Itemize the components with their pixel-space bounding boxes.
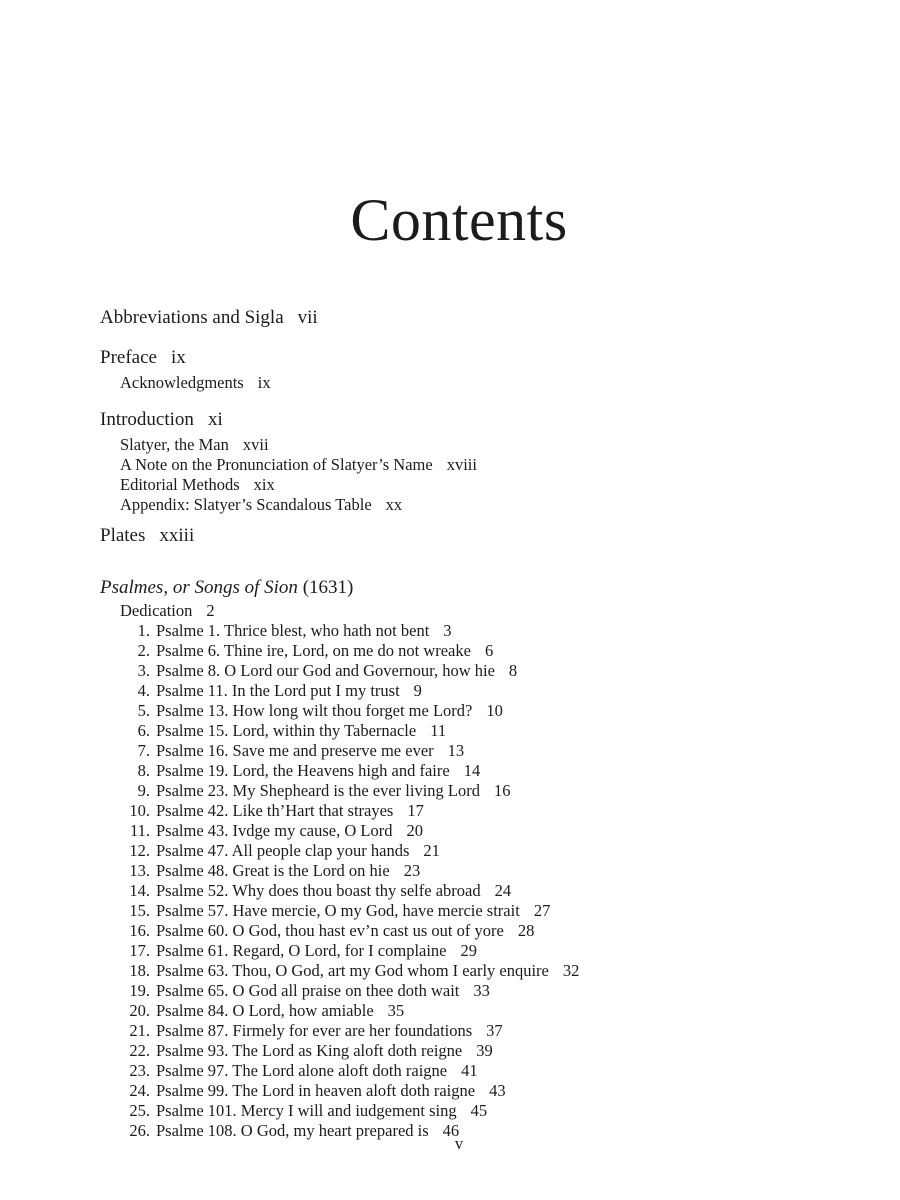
psalm-number: 19. — [129, 981, 150, 1000]
psalm-page: 37 — [486, 1021, 503, 1040]
psalm-label: Psalme 61. Regard, O Lord, for I complaine — [156, 941, 447, 960]
psalm-label: Psalme 23. My Shepheard is the ever living Lord — [156, 781, 480, 800]
psalm-label: Psalme 15. Lord, within thy Tabernacle — [156, 721, 417, 740]
psalm-label: Psalme 48. Great is the Lord on hie — [156, 861, 390, 880]
toc-subentry[interactable] — [100, 455, 860, 475]
psalm-label: Psalme 97. The Lord alone aloft doth raigne — [156, 1061, 448, 1080]
toc-subentry-label: Appendix: Slatyer’s Scandalous Table — [120, 495, 372, 514]
page-title: Contents — [350, 187, 568, 253]
dedication-entry[interactable] — [100, 601, 860, 621]
toc-subentry-page: xvii — [242, 435, 269, 454]
toc-subentry-page: xix — [253, 475, 275, 494]
psalm-entry[interactable] — [100, 1081, 860, 1101]
psalm-page: 33 — [473, 981, 490, 1000]
toc-entry-page: xi — [207, 409, 223, 430]
psalm-number: 22. — [129, 1041, 150, 1060]
toc-entry-label: Preface — [100, 347, 157, 368]
psalm-entry[interactable] — [100, 1001, 860, 1021]
psalm-entry[interactable] — [100, 661, 860, 681]
psalm-label: Psalme 60. O God, thou hast ev’n cast us out of yore — [156, 921, 504, 940]
book-year: (1631) — [302, 577, 354, 598]
toc-subentry-label: Editorial Methods — [120, 475, 240, 494]
psalm-number: 11. — [129, 821, 150, 840]
psalm-number: 14. — [129, 881, 150, 900]
psalm-page: 24 — [494, 881, 512, 900]
psalm-page: 9 — [413, 681, 422, 700]
psalm-page: 27 — [533, 901, 551, 920]
psalm-number: 2. — [137, 641, 150, 660]
psalm-page: 21 — [423, 841, 440, 860]
toc-entry[interactable] — [100, 523, 860, 549]
psalm-number: 17. — [129, 941, 150, 960]
toc-subentry-label: Slatyer, the Man — [120, 435, 229, 454]
psalm-number: 10. — [129, 801, 150, 820]
psalm-page: 10 — [486, 701, 503, 720]
psalm-page: 28 — [517, 921, 535, 940]
psalm-label: Psalme 1. Thrice blest, who hath not bent — [156, 621, 430, 640]
psalm-page: 43 — [489, 1081, 506, 1100]
psalm-entry[interactable] — [100, 1061, 860, 1081]
psalm-label: Psalme 57. Have mercie, O my God, have mercie strait — [156, 901, 520, 920]
psalm-entry[interactable] — [100, 641, 860, 661]
dedication-label: Dedication — [120, 601, 193, 620]
book-title: Psalmes, or Songs of Sion — [100, 577, 298, 598]
table-of-contents — [100, 305, 860, 1141]
psalm-page: 8 — [508, 661, 518, 680]
psalm-entry[interactable] — [100, 761, 860, 781]
psalm-label: Psalme 11. In the Lord put I my trust — [156, 681, 400, 700]
psalm-number: 7. — [137, 741, 150, 760]
psalm-page: 29 — [460, 941, 478, 960]
psalm-entry[interactable] — [100, 1041, 860, 1061]
psalm-number: 1. — [137, 621, 150, 640]
psalm-number: 26. — [129, 1121, 150, 1140]
psalm-entry[interactable] — [100, 981, 860, 1001]
psalm-page: 39 — [476, 1041, 493, 1060]
psalm-entry[interactable] — [100, 941, 860, 961]
toc-subentry-page: ix — [257, 373, 271, 392]
toc-entry-page: ix — [170, 347, 186, 368]
psalm-label: Psalme 108. O God, my heart prepared is — [156, 1121, 429, 1140]
psalm-label: Psalme 63. Thou, O God, art my God whom I early enquire — [156, 961, 549, 980]
toc-subentry[interactable] — [100, 435, 860, 455]
psalm-label: Psalme 6. Thine ire, Lord, on me do not wreake — [156, 641, 471, 660]
toc-subentry-page: xx — [385, 495, 403, 514]
psalm-page: 45 — [470, 1101, 488, 1120]
psalm-number: 12. — [129, 841, 150, 860]
toc-entry-label: Abbreviations and Sigla — [100, 307, 284, 328]
psalm-label: Psalme 16. Save me and preserve me ever — [156, 741, 434, 760]
toc-subentry-page: xviii — [446, 455, 477, 474]
book-heading — [100, 575, 860, 601]
toc-subentry[interactable] — [100, 495, 860, 515]
toc-entry-page: vii — [297, 307, 318, 328]
psalm-label: Psalme 84. O Lord, how amiable — [156, 1001, 374, 1020]
psalm-entry[interactable] — [100, 741, 860, 761]
psalm-entry[interactable] — [100, 921, 860, 941]
toc-entry-label: Plates — [100, 525, 146, 546]
psalm-entry[interactable] — [100, 781, 860, 801]
psalm-number: 8. — [137, 761, 150, 780]
psalm-entry[interactable] — [100, 721, 860, 741]
toc-entry[interactable] — [100, 345, 860, 371]
toc-subentry-label: Acknowledgments — [120, 373, 244, 392]
psalm-page: 6 — [484, 641, 494, 660]
psalm-entry[interactable] — [100, 841, 860, 861]
toc-entry[interactable] — [100, 305, 860, 331]
toc-entry-page: xxiii — [159, 525, 195, 546]
psalm-label: Psalme 13. How long wilt thou forget me Lord? — [156, 701, 473, 720]
psalm-label: Psalme 87. Firmely for ever are her foundations — [156, 1021, 473, 1040]
psalm-page: 46 — [442, 1121, 460, 1140]
psalm-page: 16 — [493, 781, 511, 800]
psalm-entry[interactable] — [100, 621, 860, 641]
psalm-entry[interactable] — [100, 1021, 860, 1041]
psalm-label: Psalme 43. Ivdge my cause, O Lord — [156, 821, 393, 840]
front-matter-list — [100, 305, 860, 549]
psalm-number: 23. — [129, 1061, 150, 1080]
psalm-page: 13 — [447, 741, 465, 760]
toc-entry-label: Introduction — [100, 409, 194, 430]
psalm-number: 4. — [137, 681, 150, 700]
toc-subentry-label: A Note on the Pronunciation of Slatyer’s Name — [120, 455, 433, 474]
psalm-page: 3 — [443, 621, 452, 640]
psalm-page: 20 — [406, 821, 423, 840]
psalm-page: 23 — [403, 861, 421, 880]
psalm-number: 20. — [129, 1001, 150, 1020]
psalm-entry[interactable] — [100, 901, 860, 921]
psalm-page: 14 — [463, 761, 481, 780]
psalm-number: 18. — [129, 961, 150, 980]
toc-entry[interactable] — [100, 407, 860, 433]
psalm-page: 11 — [430, 721, 447, 740]
psalm-label: Psalme 101. Mercy I will and iudgement sing — [156, 1101, 457, 1120]
psalm-entry[interactable] — [100, 681, 860, 701]
psalm-entry[interactable] — [100, 961, 860, 981]
psalm-label: Psalme 93. The Lord as King aloft doth reigne — [156, 1041, 463, 1060]
psalm-number: 5. — [137, 701, 150, 720]
psalm-number: 6. — [137, 721, 150, 740]
psalm-label: Psalme 47. All people clap your hands — [156, 841, 410, 860]
psalm-entry[interactable] — [100, 861, 860, 881]
psalm-entry[interactable] — [100, 881, 860, 901]
psalm-label: Psalme 65. O God all praise on thee doth wait — [156, 981, 460, 1000]
psalm-list — [100, 621, 860, 1141]
psalm-number: 25. — [129, 1101, 150, 1120]
psalm-number: 16. — [129, 921, 150, 940]
toc-subentry[interactable] — [100, 373, 860, 393]
psalm-entry[interactable] — [100, 701, 860, 721]
psalm-entry[interactable] — [100, 821, 860, 841]
psalm-label: Psalme 8. O Lord our God and Governour, how hie — [156, 661, 495, 680]
psalm-number: 13. — [129, 861, 150, 880]
dedication-page: 2 — [206, 601, 215, 620]
psalm-entry[interactable] — [100, 1101, 860, 1121]
toc-subentry[interactable] — [100, 475, 860, 495]
psalm-number: 3. — [137, 661, 150, 680]
psalm-number: 21. — [129, 1021, 150, 1040]
psalm-label: Psalme 52. Why does thou boast thy selfe abroad — [156, 881, 481, 900]
psalm-page: 41 — [461, 1061, 478, 1080]
psalm-label: Psalme 19. Lord, the Heavens high and faire — [156, 761, 450, 780]
psalm-number: 9. — [137, 781, 150, 800]
psalm-page: 32 — [562, 961, 580, 980]
psalm-number: 15. — [129, 901, 150, 920]
psalm-label: Psalme 99. The Lord in heaven aloft doth raigne — [156, 1081, 476, 1100]
psalm-page: 35 — [387, 1001, 405, 1020]
psalm-page: 17 — [407, 801, 424, 820]
psalm-entry[interactable] — [100, 801, 860, 821]
psalm-label: Psalme 42. Like th’Hart that strayes — [156, 801, 394, 820]
page-number: v — [454, 1134, 464, 1153]
psalm-number: 24. — [129, 1081, 150, 1100]
